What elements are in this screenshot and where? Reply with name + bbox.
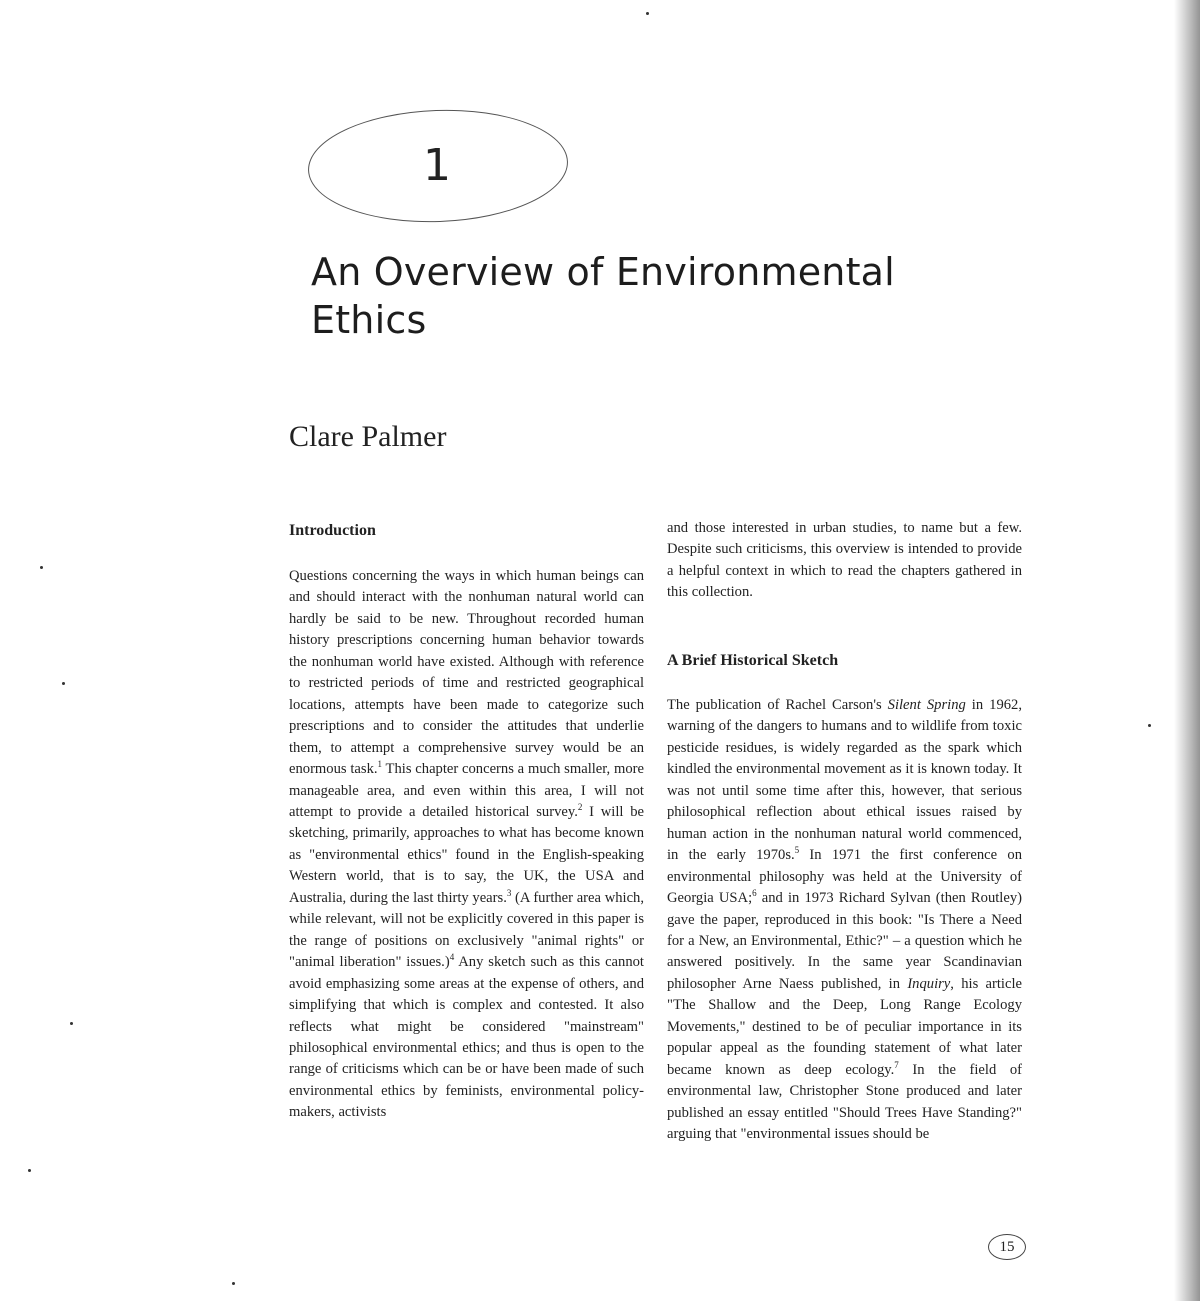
footnote-ref: 1 — [377, 759, 383, 770]
right-column-continuation — [667, 518, 1022, 604]
footnote-ref: 5 — [794, 845, 800, 856]
footnote-ref: 7 — [894, 1059, 899, 1070]
right-column-history — [667, 650, 1022, 1146]
introduction-continued: and those interested in urban studies, to name but a few. Despite such criticisms, this overview is intended to provide a helpful context in which to read the chapters gathered in this collection. — [667, 520, 1022, 601]
scan-speck — [40, 566, 43, 569]
intro-text-3: I will be sketching, primarily, approaches to what has become known as "environmental ethics" found in the English-speaking Western world, that is to say, the UK, the USA and Australia, during the last thirty years. — [289, 803, 644, 906]
left-column — [289, 520, 644, 1124]
book-title-silent-spring: Silent Spring — [887, 697, 966, 713]
scan-speck — [70, 1022, 73, 1025]
intro-text-2: This chapter concerns a much smaller, more manageable area, and even within this area, I will not attempt to provide a detailed historical survey. — [289, 761, 644, 820]
footnote-ref: 6 — [752, 888, 757, 899]
chapter-title: An Overview of Environmental Ethics — [311, 250, 895, 342]
scan-speck — [232, 1282, 235, 1285]
intro-text-4: (A further area which, while relevant, will not be explicitly covered in this paper is the range of positions on exclusively "animal rights" or "animal liberation" issues.) — [289, 889, 645, 971]
history-text-4: and in 1973 Richard Sylvan (then Routley) gave the paper, reproduced in this book: "Is There a Need for a New, an Environmental, Ethic?" – a question which he answered positively. In the same year Scandinavian philosopher Arne Naess published, in — [667, 890, 1022, 992]
page-number: 15 — [988, 1234, 1026, 1260]
history-text-6: In the field of environmental law, Christopher Stone produced and later published an essay entitled "Should Trees Have Standing?" arguing that "environmental issues should be — [667, 1061, 1022, 1143]
journal-title-inquiry: Inquiry — [907, 975, 951, 992]
history-text-1: The publication of Rachel Carson's — [667, 697, 888, 713]
scan-speck — [28, 1169, 31, 1172]
history-paragraph — [667, 695, 1022, 1146]
introduction-paragraph — [289, 566, 644, 1124]
footnote-ref: 4 — [449, 952, 455, 963]
scan-edge-shadow — [1174, 0, 1200, 1301]
scan-speck — [62, 682, 65, 685]
history-text-5: , his article "The Shallow and the Deep, Long Range Ecology Movements," destined to be of peculiar importance in its popular appeal as the founding statement of what later became known as deep ecology. — [667, 975, 1022, 1078]
author-name: Clare Palmer — [289, 420, 447, 453]
intro-text-5: Any sketch such as this cannot avoid emphasizing some areas at the expense of others, and simplifying that which is complex and contested. It also reflects what might be considered "mainstream" philosophical environmental ethics; and thus is open to the range of criticisms which can be or have been made of such environmental ethics by feminists, environmental policy-makers, activists — [289, 954, 644, 1121]
footnote-ref: 3 — [506, 887, 512, 898]
history-text-2: in 1962, warning of the dangers to humans and to wildlife from toxic pesticide residues, is widely regarded as the spark which kindled the environmental movement as it is known today. It was not until some time after this, however, that serious philosophical reflection about ethical issues raised by human action in the nonhuman natural world commenced, in the early 1970s. — [667, 697, 1022, 864]
chapter-number: 1 — [423, 140, 451, 191]
section-heading-history: A Brief Historical Sketch — [667, 652, 839, 669]
intro-text-1: Questions concerning the ways in which human beings can and should interact with the nonhuman natural world can hardly be said to be new. Throughout recorded human history prescriptions concerning human behavior towards the nonhuman world have existed. Although with reference to restricted periods of time and restricted geographical locations, attempts have been made to categorize such prescriptions and to consider the attitudes that underlie them, to attempt a comprehensive survey would be an enormous task. — [289, 568, 644, 778]
scan-speck — [646, 12, 649, 15]
section-heading-introduction: Introduction — [289, 522, 376, 539]
scan-speck — [1148, 724, 1151, 727]
history-text-3: In 1971 the first conference on environmental philosophy was held at the University of Georgia USA; — [667, 847, 1022, 907]
footnote-ref: 2 — [577, 802, 583, 813]
